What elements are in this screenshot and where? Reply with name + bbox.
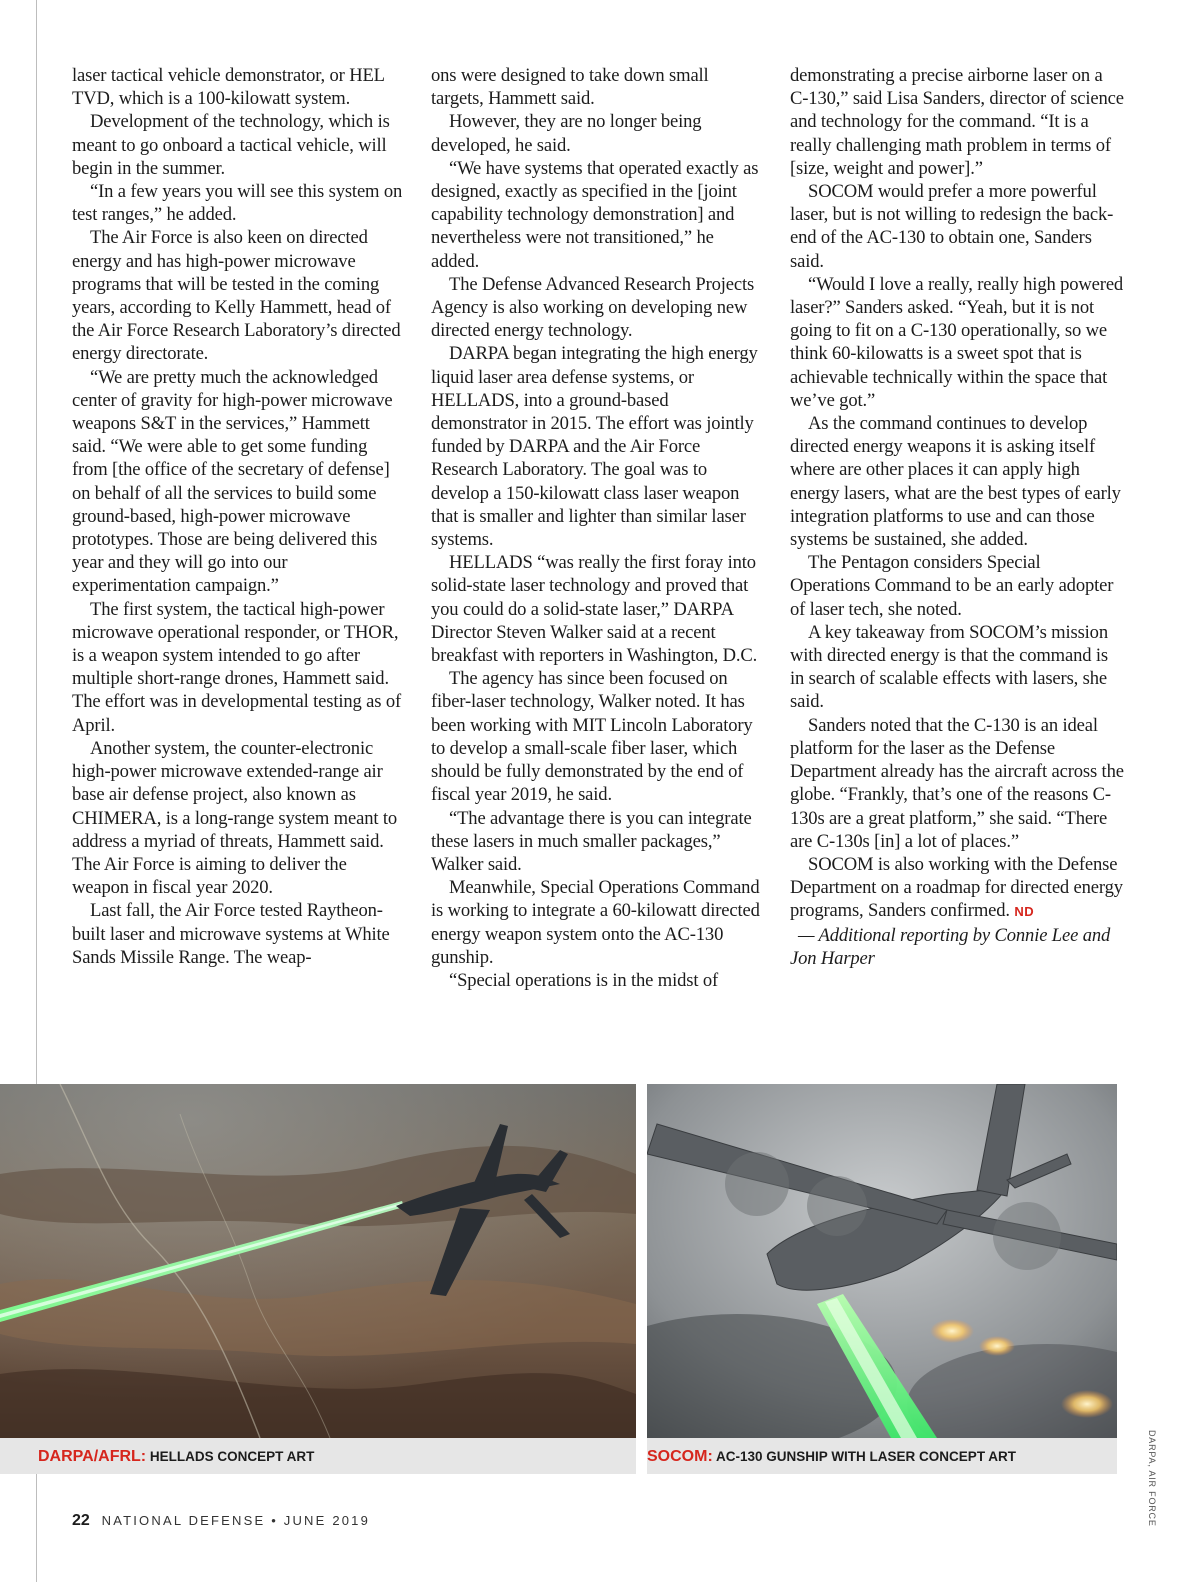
paragraph: Last fall, the Air Force tested Raytheon-built laser and microwave systems at White Sands Missile Range. The weap- xyxy=(72,900,390,968)
paragraph: “Special operations is in the midst of xyxy=(449,969,719,991)
photo-caption-right xyxy=(647,1448,1016,1466)
end-mark: ND xyxy=(1014,904,1035,920)
caption-source: SOCOM: xyxy=(647,1448,713,1465)
paragraph: Development of the technology, which is meant to go onboard a tactical vehicle, will begin in the summer. xyxy=(72,111,390,179)
hellads-concept-photo xyxy=(0,1084,636,1438)
paragraph: The first system, the tactical high-power microwave operational responder, or THOR, is a weapon system intended to go after multiple short-range drones, Hammett said. The effort was in developmental testing as of April. xyxy=(72,598,402,736)
paragraph: Sanders noted that the C-130 is an ideal platform for the laser as the Defense Department already has the aircraft across the globe. “Frankly, that’s one of the reasons C-130s are a great platform,” she said. “There are C-130s [in] a lot of places.” xyxy=(790,714,1124,852)
paragraph: The Air Force is also keen on directed energy and has high-power microwave programs that will be tested in the coming years, according to Kelly Hammett, head of the Air Force Research Laboratory’s directed energy directorate. xyxy=(72,227,401,365)
paragraph: ons were designed to take down small targets, Hammett said. xyxy=(431,65,709,110)
paragraph: A key takeaway from SOCOM’s mission with directed energy is that the command is in search of scalable effects with lasers, she said. xyxy=(790,621,1108,713)
publication-line: NATIONAL DEFENSE • JUNE 2019 xyxy=(101,1513,371,1528)
photo-caption-left xyxy=(38,1448,314,1466)
article-column-2 xyxy=(431,64,765,992)
reporting-credit: — Additional reporting by Connie Lee and Jon Harper xyxy=(790,924,1111,969)
paragraph: As the command continues to develop directed energy weapons it is asking itself where are other places it can apply high energy lasers, what are the best types of early integration platforms to use and can those systems be sustained, she added. xyxy=(790,413,1121,551)
article-column-1 xyxy=(72,64,406,969)
paragraph: Another system, the counter-electronic high-power microwave extended-range air base air defense project, also known as CHIMERA, is a long-range system meant to address a myriad of threats, Hammett said. The Air Force is aiming to deliver the weapon in fiscal year 2020. xyxy=(72,737,398,899)
photo-credit: DARPA, AIR FORCE xyxy=(1147,1430,1157,1527)
hellads-illustration xyxy=(0,1084,636,1438)
page-number: 22 xyxy=(72,1512,90,1529)
caption-band-left xyxy=(0,1438,636,1474)
caption-text: AC-130 GUNSHIP WITH LASER CONCEPT ART xyxy=(716,1449,1017,1464)
paragraph: “The advantage there is you can integrate these lasers in much smaller packages,” Walker said. xyxy=(431,807,752,875)
caption-band-right xyxy=(647,1438,1117,1474)
paragraph: However, they are no longer being developed, he said. xyxy=(431,111,702,156)
ac130-concept-photo xyxy=(647,1084,1117,1438)
final-text: SOCOM is also working with the Defense Department on a roadmap for directed energy programs, Sanders confirmed. xyxy=(790,853,1123,922)
paragraph: “In a few years you will see this system on test ranges,” he added. xyxy=(72,181,403,226)
caption-text: HELLADS CONCEPT ART xyxy=(149,1449,315,1464)
paragraph: HELLADS “was really the first foray into solid-state laser technology and proved that you could do a solid-state laser,” DARPA Director Steven Walker said at a recent breakfast with reporters in Washington, D.C. xyxy=(431,552,758,667)
paragraph: SOCOM would prefer a more powerful laser, but is not willing to redesign the back-end of the AC-130 to obtain one, Sanders said. xyxy=(790,181,1114,272)
caption-source: DARPA/AFRL: xyxy=(38,1448,147,1465)
paragraph: demonstrating a precise airborne laser on a C-130,” said Lisa Sanders, director of science and technology for the command. “It is a really challenging math problem in terms of [size, weight and power].” xyxy=(790,65,1124,179)
page-footer xyxy=(72,1512,370,1530)
paragraph: DARPA began integrating the high energy liquid laser area defense systems, or HELLADS, into a ground-based demonstrator in 2015. The effort was jointly funded by DARPA and the Air Force Research Laboratory. The goal was to develop a 150-kilowatt class laser weapon that is smaller and lighter than similar laser systems. xyxy=(431,343,758,551)
paragraph: laser tactical vehicle demonstrator, or HEL TVD, which is a 100-kilowatt system. xyxy=(72,65,385,110)
paragraph-final xyxy=(790,853,1124,924)
paragraph: The agency has since been focused on fiber-laser technology, Walker noted. It has been working with MIT Lincoln Laboratory to develop a small-scale fiber laser, which should be fully demonstrated by the end of fiscal year 2019, he said. xyxy=(431,668,753,806)
paragraph: “We have systems that operated exactly as designed, exactly as specified in the [joint capability technology demonstration] and nevertheless were not transitioned,” he added. xyxy=(431,157,759,272)
paragraph: “We are pretty much the acknowledged center of gravity for high-power microwave weapons S&T in the services,” Hammett said. “We were able to get some funding from [the office of the secretary of defense] on behalf of all the services to build some ground-based, high-power microwave prototypes. Those are being delivered this year and they will go into our experimentation campaign.” xyxy=(72,366,393,597)
paragraph: The Pentagon considers Special Operations Command to be an early adopter of laser tech, she noted. xyxy=(790,552,1114,620)
paragraph: The Defense Advanced Research Projects Agency is also working on developing new directed energy technology. xyxy=(431,273,755,342)
ac130-illustration xyxy=(647,1084,1117,1438)
paragraph: “Would I love a really, really high powered laser?” Sanders asked. “Yeah, but it is not going to fit on a C-130 operationally, so we think 60-kilowatts is a sweet spot that is achievable technically within the space that we’ve got.” xyxy=(790,273,1124,411)
paragraph: Meanwhile, Special Operations Command is working to integrate a 60-kilowatt directed energy weapon system onto the AC-130 gunship. xyxy=(431,877,760,968)
article-column-3 xyxy=(790,64,1124,970)
